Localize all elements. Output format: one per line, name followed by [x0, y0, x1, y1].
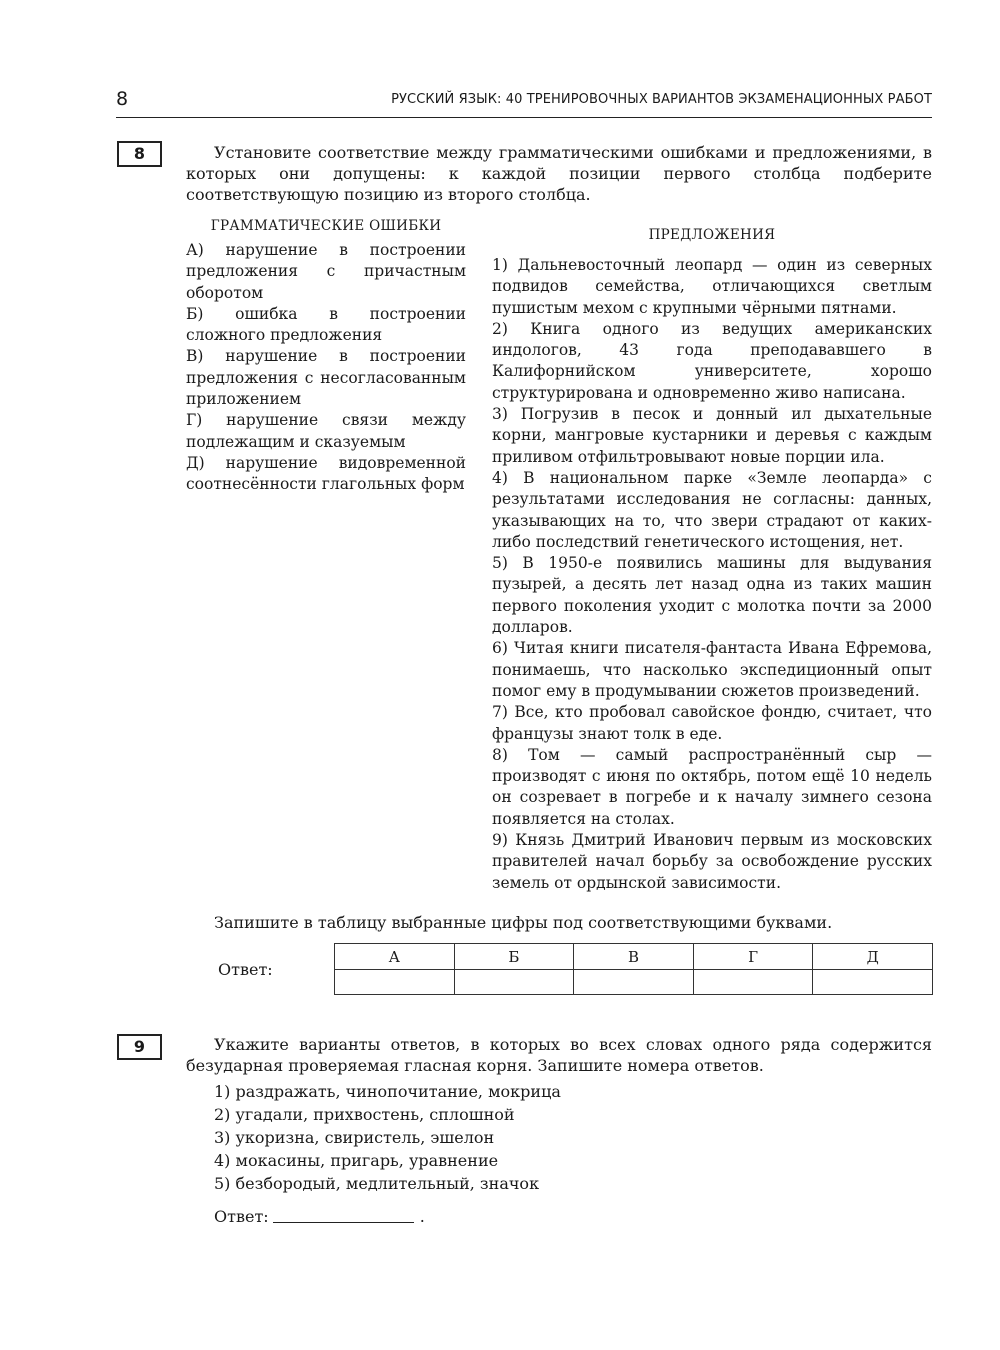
answer-period: .	[419, 1207, 425, 1226]
sentence-item: 7) Все, кто пробовал савойское фондю, считает, что французы знают толк в еде.	[492, 703, 932, 743]
option-item: 5) безбородый, медлительный, значок	[214, 1174, 540, 1193]
sentence-item: 4) В национальном парке «Земле леопарда» с результатами исследования не согласны: данных, указывающих на то, что звери страдают от каких-либо последствий генетического истощения, нет.	[492, 468, 932, 551]
error-item: Б) ошибка в построении сложного предложения	[186, 304, 466, 345]
task-number-box: 8	[117, 141, 162, 167]
answer-letter-cell: Б	[454, 944, 574, 970]
sentence-item: 2) Книга одного из ведущих американских индологов, 43 года преподававшего в Калифорнийском университете, хорошо структурирована и одновременно живо написана.	[492, 319, 932, 402]
option-item: 3) укоризна, свиристель, эшелон	[214, 1128, 495, 1147]
sentence-item: 3) Погрузив в песок и донный ил дыхательные корни, мангровые кустарники и деревья с каждым приливом отфильтровывают новые порции ила.	[492, 405, 932, 466]
answer-input-cell[interactable]	[335, 970, 455, 995]
task8-instruction: Установите соответствие между грамматическими ошибками и предложениями, в которых они допущены: к каждой позиции первого столбца подберите соответствующую позицию из второго столбца.	[186, 143, 932, 204]
answer-input-cell[interactable]	[574, 970, 694, 995]
task9-options	[214, 1080, 561, 1195]
page-number: 8	[116, 88, 129, 110]
answer-letter-cell: Д	[813, 944, 933, 970]
answer-letter-cell: Г	[693, 944, 813, 970]
error-item: Д) нарушение видовременной соотнесённости глагольных форм	[186, 453, 466, 494]
sentence-item: 6) Читая книги писателя-фантаста Ивана Ефремова, понимаешь, что насколько экспедиционный опыт помог ему в продумывании сюжетов произведений.	[492, 639, 932, 700]
answer-input-cell[interactable]	[693, 970, 813, 995]
table-instruction: Запишите в таблицу выбранные цифры под соответствующими буквами.	[214, 913, 833, 932]
task-number-box: 9	[117, 1034, 162, 1060]
error-item: Г) нарушение связи между подлежащим и сказуемым	[186, 411, 466, 451]
answer-label: Ответ:	[218, 960, 273, 979]
sentences-column-title: ПРЕДЛОЖЕНИЯ	[648, 227, 776, 243]
errors-column	[186, 217, 466, 496]
answer-input-cell[interactable]	[813, 970, 933, 995]
answer-input-cell[interactable]	[454, 970, 574, 995]
sentences-column	[492, 226, 932, 894]
option-item: 2) угадали, прихвостень, сплошной	[214, 1105, 515, 1124]
sentence-item: 9) Князь Дмитрий Иванович первым из московских правителей начал борьбу за освобождение русских земель от ордынской зависимости.	[492, 831, 932, 892]
answer-label: Ответ:	[214, 1207, 269, 1226]
task9-answer	[214, 1207, 425, 1226]
task9-instruction: Укажите варианты ответов, в которых во всех словах одного ряда содержится безударная проверяемая гласная корня. Запишите номера ответов.	[186, 1035, 932, 1075]
sentence-item: 5) В 1950-е появились машины для выдувания пузырей, а десять лет назад одна из таких машин первого поколения уходит с молотка почти за 2000 долларов.	[492, 554, 932, 637]
running-title: РУССКИЙ ЯЗЫК: 40 ТРЕНИРОВОЧНЫХ ВАРИАНТОВ ЭКЗАМЕНАЦИОННЫХ РАБОТ	[391, 92, 932, 107]
sentence-item: 1) Дальневосточный леопард — один из северных подвидов семейства, отличающихся светлым пушистым мехом с крупными чёрными пятнами.	[492, 256, 932, 317]
answer-letter-cell: В	[574, 944, 694, 970]
option-item: 1) раздражать, чинопочитание, мокрица	[214, 1082, 561, 1101]
answer-blank-line[interactable]	[273, 1209, 414, 1223]
error-item: А) нарушение в построении предложения с причастным оборотом	[186, 241, 466, 302]
answer-table	[334, 943, 933, 995]
sentence-item: 8) Том — самый распространённый сыр — производят с июня по октябрь, потом ещё 10 недель он созревает в погребе и к началу зимнего сезона появляется на столах.	[492, 745, 932, 828]
page-header	[116, 86, 932, 118]
errors-column-title: ГРАММАТИЧЕСКИЕ ОШИБКИ	[210, 218, 442, 234]
option-item: 4) мокасины, пригарь, уравнение	[214, 1151, 499, 1170]
answer-letter-cell: А	[335, 944, 455, 970]
error-item: В) нарушение в построении предложения с несогласованным приложением	[186, 347, 466, 409]
